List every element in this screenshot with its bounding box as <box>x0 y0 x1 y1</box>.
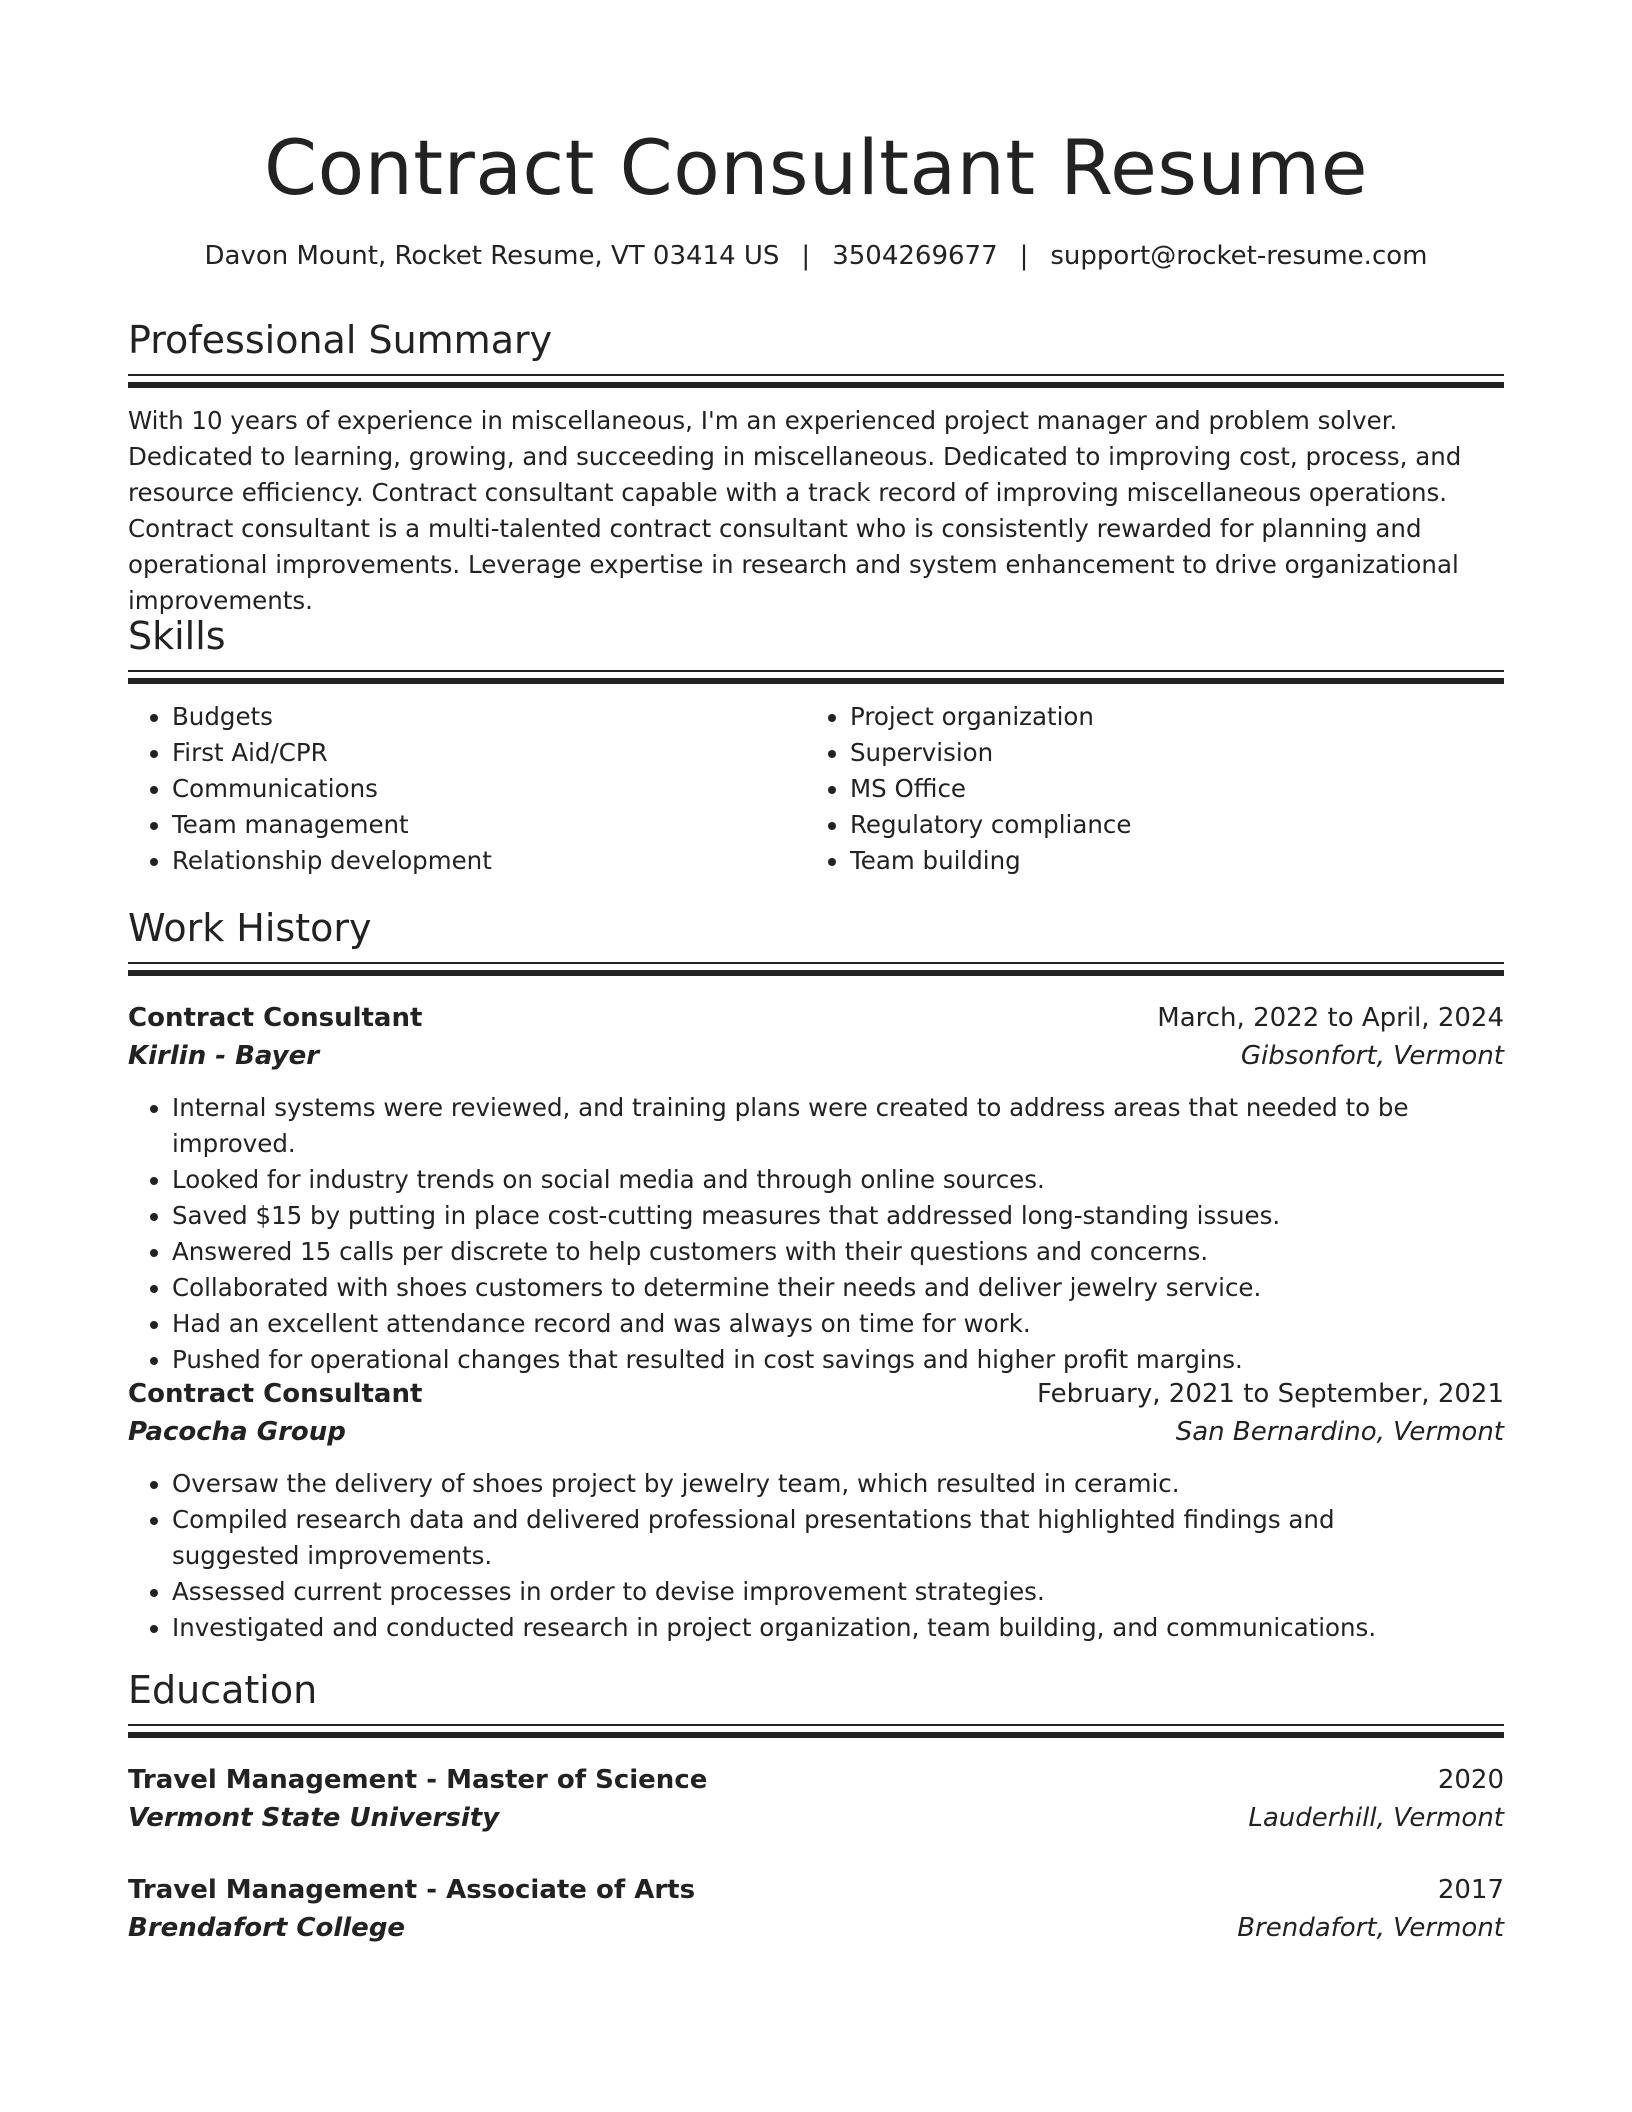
contact-email[interactable]: support@rocket-resume.com <box>1050 241 1428 271</box>
list-item: • Collaborated with shoes customers to determine their needs and deliver jewelry service. <box>172 1270 1504 1306</box>
skill-item: • Budgets <box>172 699 788 735</box>
skill-item: • MS Office <box>850 771 1504 807</box>
skill-item: • Regulatory compliance <box>850 807 1504 843</box>
job-bullets <box>128 1466 1438 1646</box>
job-header <box>128 999 1504 1037</box>
education-degree: Travel Management - Master of Science <box>128 1765 708 1795</box>
skill-item: • Communications <box>172 771 788 807</box>
contact-separator: | <box>1019 241 1029 271</box>
job-location: San Bernardino, Vermont <box>1175 1417 1504 1447</box>
list-item: • Answered 15 calls per discrete to help customers with their questions and concerns. <box>172 1234 1504 1270</box>
contact-line <box>128 238 1504 274</box>
section-heading-work <box>128 902 1504 954</box>
job-title: Contract Consultant <box>128 1379 423 1409</box>
skills-column-left <box>128 699 788 879</box>
education-year: 2017 <box>1437 1875 1504 1905</box>
work-heading: Work History <box>128 906 372 950</box>
education-location: Lauderhill, Vermont <box>1248 1803 1504 1833</box>
list-item: • Oversaw the delivery of shoes project by jewelry team, which resulted in ceramic. <box>172 1466 1438 1502</box>
job-location: Gibsonfort, Vermont <box>1240 1041 1504 1071</box>
list-item: • Investigated and conducted research in project organization, team building, and communications. <box>172 1610 1438 1646</box>
job-company: Kirlin - Bayer <box>128 1041 320 1071</box>
section-heading-skills <box>128 610 1504 662</box>
contact-separator: | <box>801 241 811 271</box>
job-subheader <box>128 1413 1504 1451</box>
job-company: Pacocha Group <box>128 1417 346 1447</box>
education-subheader <box>128 1909 1504 1947</box>
section-heading-summary <box>128 314 1504 366</box>
job-title: Contract Consultant <box>128 1003 423 1033</box>
list-item: • Looked for industry trends on social media and through online sources. <box>172 1162 1504 1198</box>
resume-title: Contract Consultant Resume <box>264 123 1368 212</box>
job-bullets <box>128 1090 1504 1378</box>
skill-item: • Team building <box>850 843 1504 879</box>
skills-column-right <box>806 699 1504 879</box>
education-school: Brendafort College <box>128 1913 406 1943</box>
contact-address: Davon Mount, Rocket Resume, VT 03414 US <box>204 241 780 271</box>
list-item: • Had an excellent attendance record and was always on time for work. <box>172 1306 1504 1342</box>
job-dates: March, 2022 to April, 2024 <box>1157 1003 1504 1033</box>
education-header <box>128 1871 1504 1909</box>
education-heading: Education <box>128 1668 318 1712</box>
list-item: • Internal systems were reviewed, and training plans were created to address areas that needed to be improved. <box>172 1090 1504 1162</box>
summary-heading: Professional Summary <box>128 318 553 362</box>
job-header <box>128 1375 1504 1413</box>
education-degree: Travel Management - Associate of Arts <box>128 1875 696 1905</box>
list-item: • Compiled research data and delivered professional presentations that highlighted findings and suggested improvements. <box>172 1502 1438 1574</box>
skill-item: • First Aid/CPR <box>172 735 788 771</box>
list-item: • Pushed for operational changes that resulted in cost savings and higher profit margins. <box>172 1342 1504 1378</box>
list-item: • Assessed current processes in order to devise improvement strategies. <box>172 1574 1438 1610</box>
education-header <box>128 1761 1504 1799</box>
contact-phone[interactable]: 3504269677 <box>832 241 998 271</box>
education-subheader <box>128 1799 1504 1837</box>
skill-item: • Project organization <box>850 699 1504 735</box>
skill-item: • Supervision <box>850 735 1504 771</box>
education-school: Vermont State University <box>128 1803 500 1833</box>
education-year: 2020 <box>1437 1765 1504 1795</box>
skills-heading: Skills <box>128 614 226 658</box>
job-subheader <box>128 1037 1504 1075</box>
education-location: Brendafort, Vermont <box>1237 1913 1504 1943</box>
skill-item: • Relationship development <box>172 843 788 879</box>
job-dates: February, 2021 to September, 2021 <box>1037 1379 1504 1409</box>
skill-item: • Team management <box>172 807 788 843</box>
section-heading-education <box>128 1664 1504 1716</box>
list-item: • Saved $15 by putting in place cost-cutting measures that addressed long-standing issues. <box>172 1198 1504 1234</box>
summary-text: With 10 years of experience in miscellaneous, I'm an experienced project manager and problem solver. Dedicated to learning, growing, and succeeding in miscellaneous. Dedicated to improving cost, process, and resource efficiency. Contract consultant capable with a track record of improving miscellaneous operations. Contract consultant is a multi-talented contract consultant who is consistently rewarded for planning and operational improvements. Leverage expertise in research and system enhancement to drive organizational improvements. <box>128 406 1462 615</box>
